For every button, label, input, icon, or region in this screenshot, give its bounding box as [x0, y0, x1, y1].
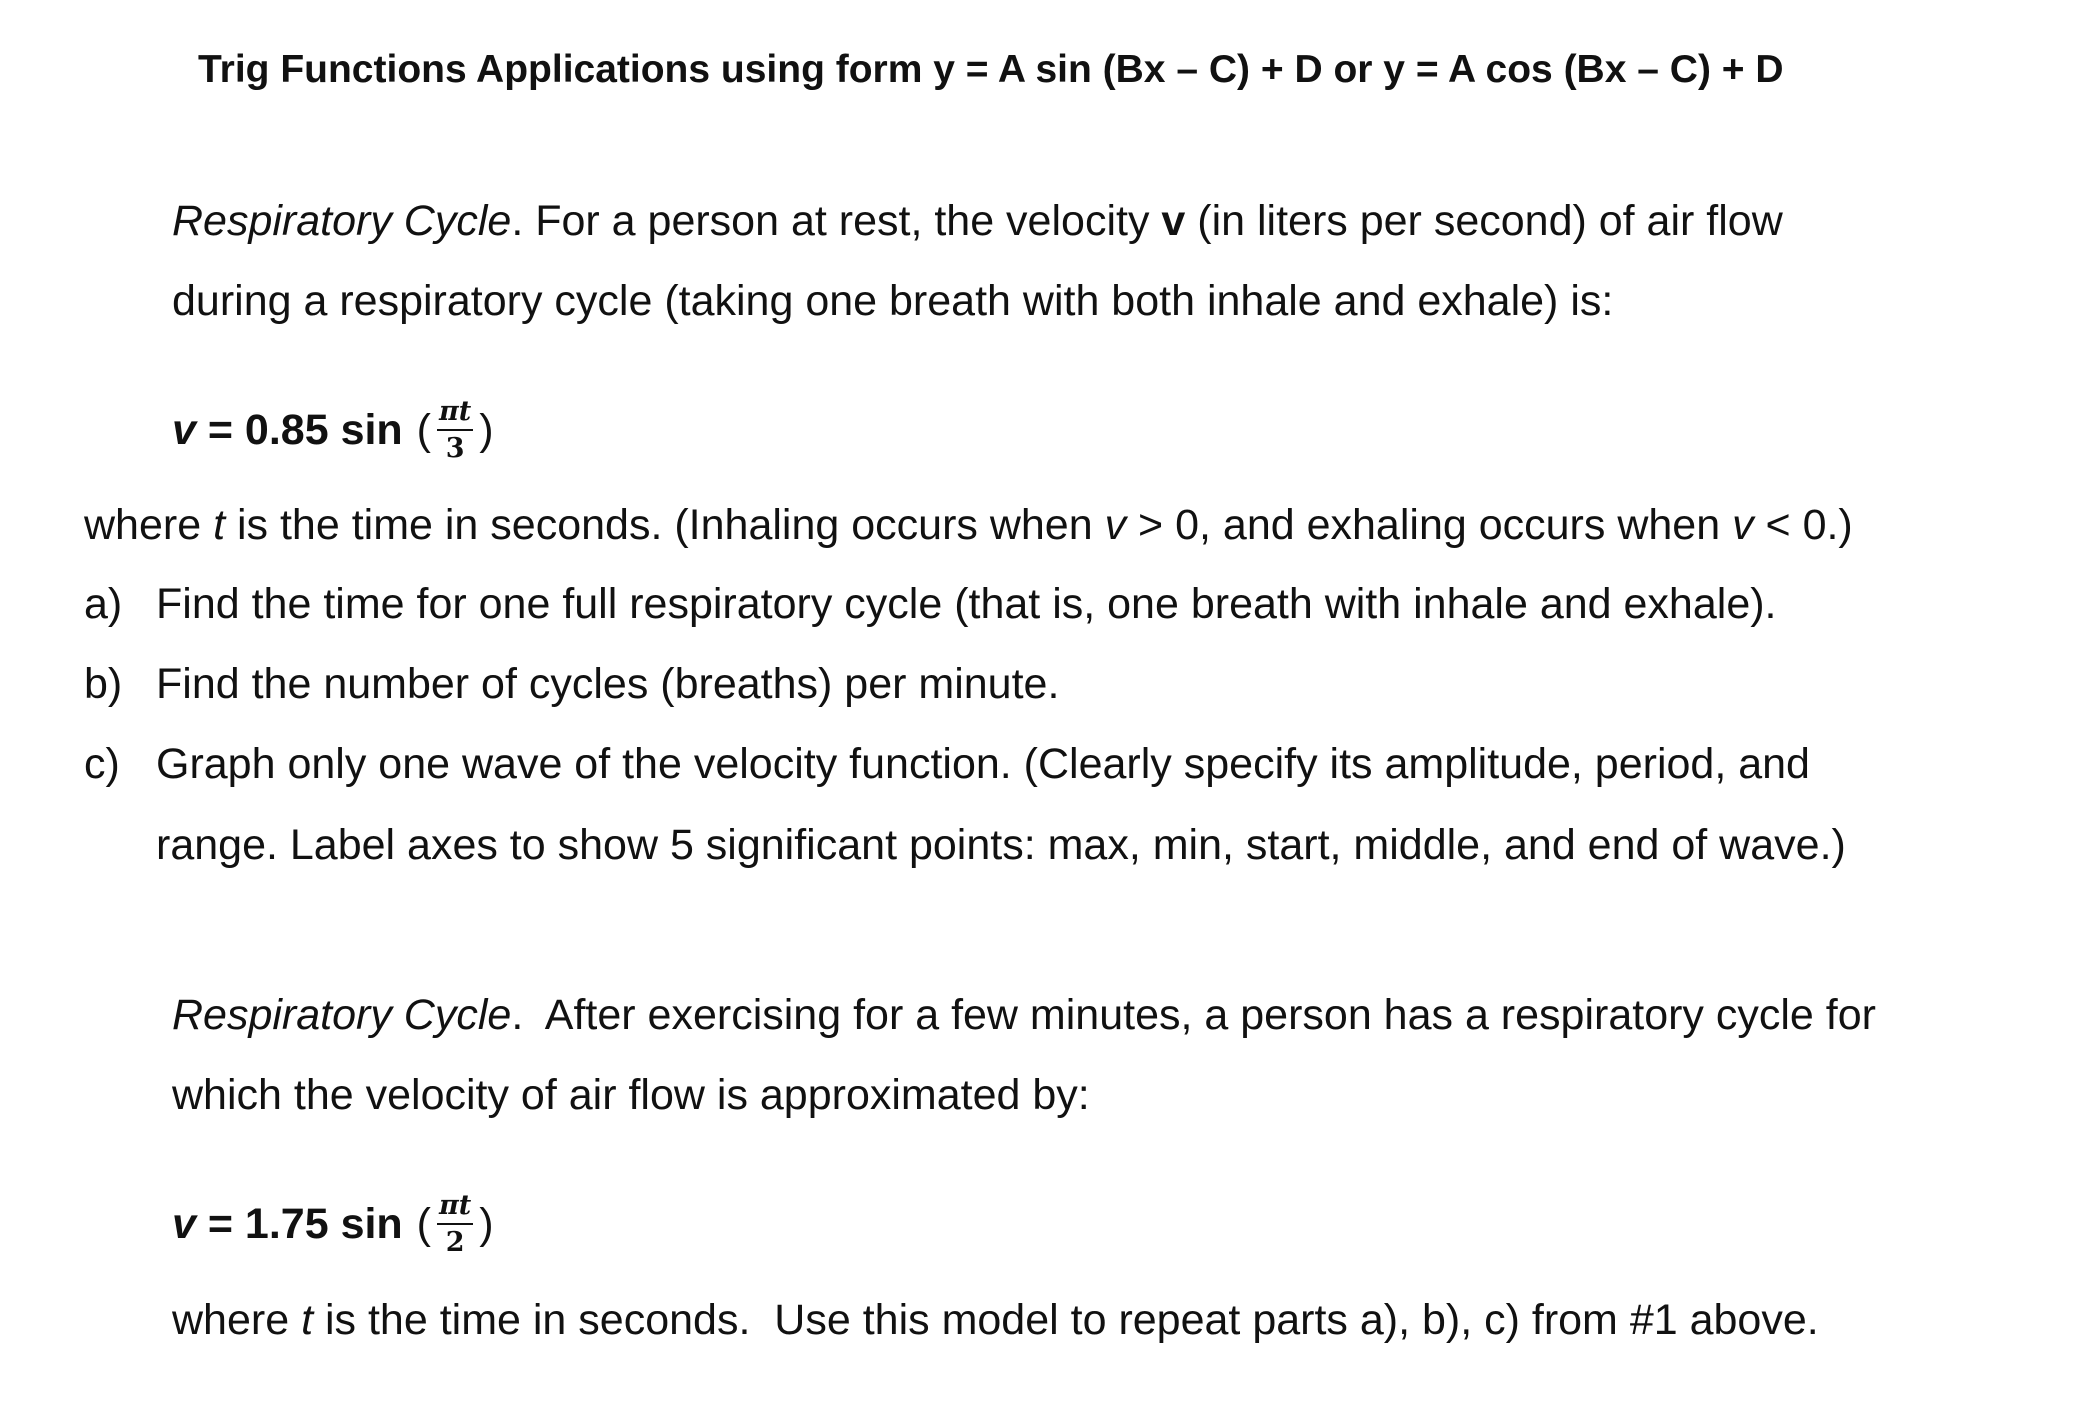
problem1-intro: Respiratory Cycle. For a person at rest, the velocity v (in liters per second) of air flow [172, 197, 1783, 245]
problem2-heading: Respiratory Cycle [172, 991, 512, 1039]
list-item-continuation: range. Label axes to show 5 significant points: max, min, start, middle, and end of wave.) [156, 821, 1846, 869]
velocity-symbol: v [1161, 197, 1186, 245]
problem2-intro-line2: which the velocity of air flow is approximated by: [172, 1071, 1090, 1119]
fraction: $\frac{\pi t}{2}$ [438, 1190, 472, 1258]
page-title: Trig Functions Applications using form y = A sin (Bx – C) + D or y = A cos (Bx – C) + D [198, 48, 1784, 91]
fraction: $\frac{\pi t}{3}$ [438, 396, 472, 464]
problem2-equation: v = 1.75 sin ( $\frac{\pi t}{2}$ ) [172, 1190, 494, 1258]
problem1-intro-line2: during a respiratory cycle (taking one breath with both inhale and exhale) is: [172, 277, 1614, 325]
problem2-where: where t is the time in seconds. Use this model to repeat parts a), b), c) from #1 above. [172, 1296, 1819, 1344]
problem1-equation: v = 0.85 sin ( $\frac{\pi t}{3}$ ) [172, 396, 494, 464]
problem1-heading: Respiratory Cycle [172, 197, 512, 245]
problem1-where: where t is the time in seconds. (Inhaling occurs when v > 0, and exhaling occurs when v < 0.) [84, 501, 1853, 549]
problem2-intro: Respiratory Cycle. After exercising for a few minutes, a person has a respiratory cycle for [172, 991, 1876, 1039]
